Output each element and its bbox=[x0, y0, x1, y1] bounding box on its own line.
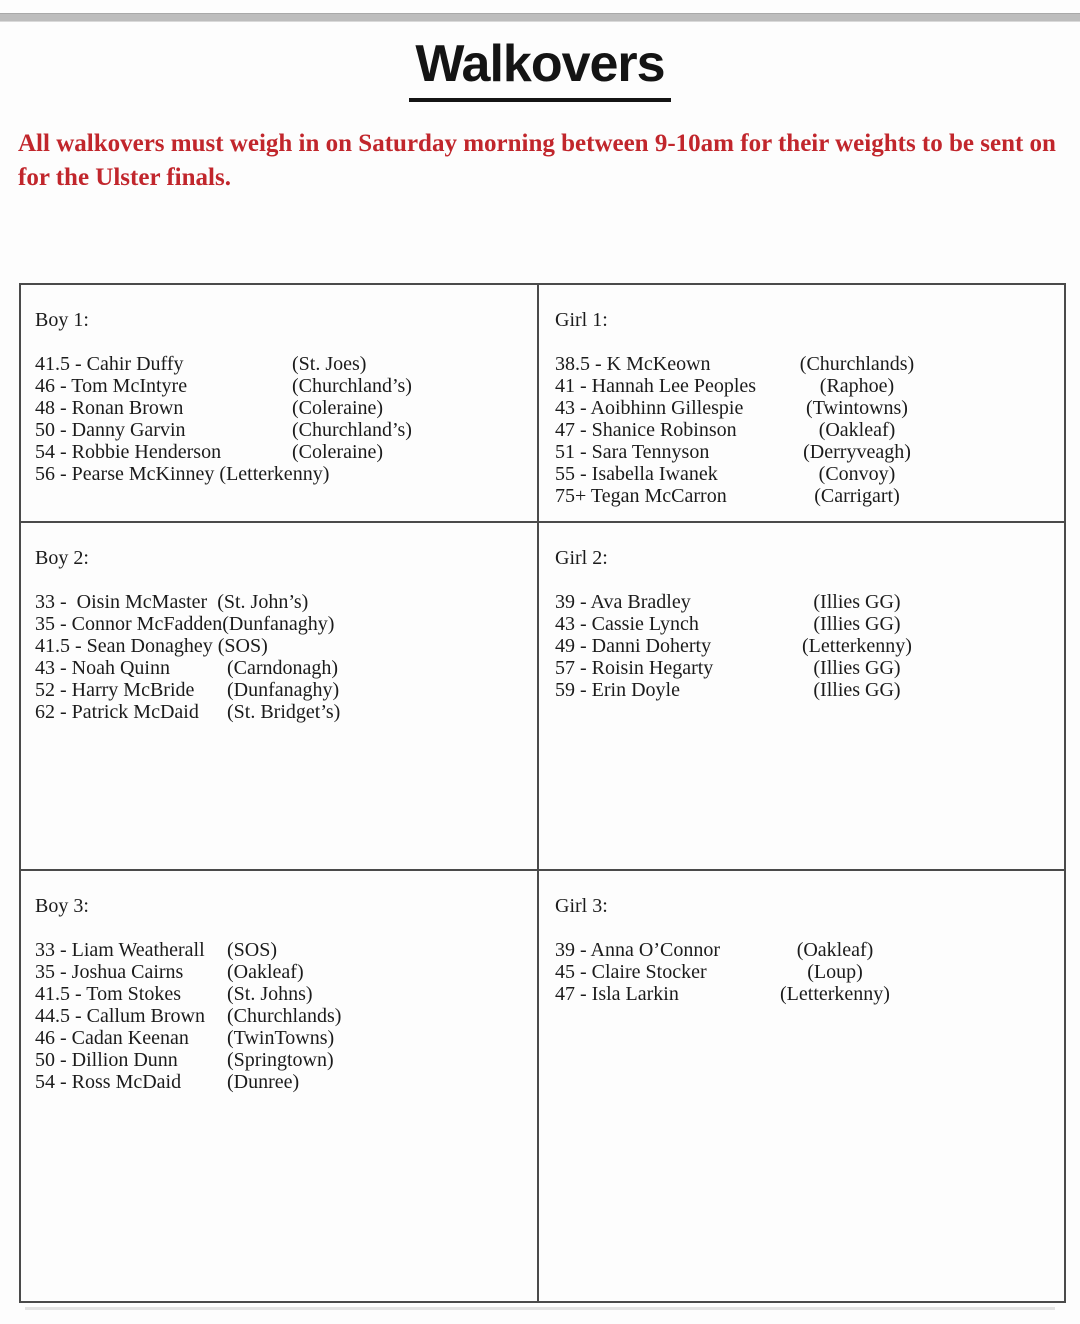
entry-row bbox=[35, 1027, 527, 1049]
entry-weight-name: 75+ Tegan McCarron bbox=[555, 485, 727, 507]
entry-row bbox=[35, 419, 527, 441]
entries-girl-2 bbox=[555, 591, 1054, 701]
entry-weight-name: 54 - Ross McDaid bbox=[35, 1071, 182, 1093]
entry-row bbox=[35, 613, 527, 635]
entry-row bbox=[35, 441, 527, 463]
entry-row bbox=[35, 375, 527, 397]
entry-weight-name: 35 - Joshua Cairns bbox=[35, 961, 184, 983]
entry-weight-name: 38.5 - K McKeown bbox=[555, 353, 711, 375]
entry-club: (Oakleaf) bbox=[818, 419, 896, 441]
page-title: Walkovers bbox=[409, 36, 670, 102]
cell-boy-3 bbox=[21, 869, 537, 1301]
entry-weight-name: 41.5 - Cahir Duffy bbox=[35, 353, 184, 375]
entry-weight-name: 52 - Harry McBride bbox=[35, 679, 195, 701]
entry-club: (Loup) bbox=[807, 961, 863, 983]
cell-boy-1 bbox=[21, 285, 537, 521]
entry-club: (Dunfanaghy) bbox=[222, 613, 335, 635]
entry-club: (Illies GG) bbox=[813, 613, 901, 635]
entry-row bbox=[555, 353, 1054, 375]
entry-weight-name: 43 - Noah Quinn bbox=[35, 657, 170, 679]
cell-label-girl-1: Girl 1: bbox=[555, 309, 608, 331]
entry-weight-name: 62 - Patrick McDaid bbox=[35, 701, 199, 723]
entry-club: (Letterkenny) bbox=[802, 635, 912, 657]
entry-weight-name: 41 - Hannah Lee Peoples bbox=[555, 375, 757, 397]
entry-row bbox=[555, 375, 1054, 397]
entry-club: (St. Bridget’s) bbox=[227, 701, 341, 723]
entry-weight-name: 59 - Erin Doyle bbox=[555, 679, 680, 701]
cell-label-girl-3: Girl 3: bbox=[555, 895, 608, 917]
entry-row bbox=[555, 397, 1054, 419]
entry-row bbox=[35, 1049, 527, 1071]
entry-club: (Twintowns) bbox=[806, 397, 908, 419]
entry-club: (Dunree) bbox=[227, 1071, 300, 1093]
entry-weight-name: 47 - Shanice Robinson bbox=[555, 419, 737, 441]
entry-row bbox=[555, 463, 1054, 485]
entry-row bbox=[555, 441, 1054, 463]
cell-label-boy-1: Boy 1: bbox=[35, 309, 89, 331]
title-wrap bbox=[0, 36, 1080, 102]
entry-row bbox=[555, 983, 1054, 1005]
entry-club: (Oakleaf) bbox=[796, 939, 874, 961]
entry-weight-name: 50 - Dillion Dunn bbox=[35, 1049, 178, 1071]
entry-row bbox=[555, 591, 1054, 613]
entry-row bbox=[555, 419, 1054, 441]
entry-club: (Coleraine) bbox=[292, 441, 384, 463]
cell-label-boy-2: Boy 2: bbox=[35, 547, 89, 569]
entry-weight-name: 56 - Pearse McKinney bbox=[35, 463, 215, 485]
entry-club: (St. Joes) bbox=[292, 353, 367, 375]
entry-row bbox=[555, 657, 1054, 679]
entry-row bbox=[555, 961, 1054, 983]
entry-weight-name: 49 - Danni Doherty bbox=[555, 635, 712, 657]
weigh-in-notice: All walkovers must weigh in on Saturday morning between 9-10am for their weights to be sent on for the Ulster finals. bbox=[18, 130, 1056, 191]
entry-weight-name: 39 - Anna O’Connor bbox=[555, 939, 720, 961]
entry-row bbox=[35, 701, 527, 723]
entry-row bbox=[35, 397, 527, 419]
entry-row bbox=[35, 463, 527, 485]
entry-club: (Illies GG) bbox=[813, 591, 901, 613]
entry-club: (Illies GG) bbox=[813, 657, 901, 679]
entry-weight-name: 35 - Connor McFadden bbox=[35, 613, 223, 635]
entry-row bbox=[35, 939, 527, 961]
cell-girl-2 bbox=[537, 521, 1064, 869]
entry-row bbox=[555, 613, 1054, 635]
entry-weight-name: 39 - Ava Bradley bbox=[555, 591, 691, 613]
entry-weight-name: 46 - Cadan Keenan bbox=[35, 1027, 189, 1049]
entry-club: (Letterkenny) bbox=[780, 983, 890, 1005]
entry-club: (Churchland’s) bbox=[292, 375, 412, 397]
walkover-table bbox=[19, 283, 1066, 1303]
entries-girl-1 bbox=[555, 353, 1054, 507]
entry-row bbox=[555, 485, 1054, 507]
cell-girl-1 bbox=[537, 285, 1064, 521]
table-bottom-shadow bbox=[25, 1307, 1055, 1310]
entry-club: (Dunfanaghy) bbox=[227, 679, 340, 701]
entry-club: (Churchlands) bbox=[799, 353, 915, 375]
entry-weight-name: 41.5 - Sean Donaghey bbox=[35, 635, 213, 657]
entry-club: (Oakleaf) bbox=[227, 961, 304, 983]
cell-girl-3 bbox=[537, 869, 1064, 1301]
cell-label-girl-2: Girl 2: bbox=[555, 547, 608, 569]
cell-boy-2 bbox=[21, 521, 537, 869]
entry-row bbox=[555, 679, 1054, 701]
entry-row bbox=[35, 1005, 527, 1027]
entry-club: (SOS) bbox=[227, 939, 278, 961]
entry-weight-name: 44.5 - Callum Brown bbox=[35, 1005, 205, 1027]
entry-weight-name: 54 - Robbie Henderson bbox=[35, 441, 222, 463]
entry-club: (Carndonagh) bbox=[227, 657, 339, 679]
entry-weight-name: 45 - Claire Stocker bbox=[555, 961, 707, 983]
entry-row bbox=[35, 961, 527, 983]
entry-club: (St. Johns) bbox=[227, 983, 313, 1005]
entries-girl-3 bbox=[555, 939, 1054, 1005]
entry-weight-name: 50 - Danny Garvin bbox=[35, 419, 186, 441]
entry-weight-name: 57 - Roisin Hegarty bbox=[555, 657, 714, 679]
entry-row bbox=[35, 591, 527, 613]
entry-weight-name: 47 - Isla Larkin bbox=[555, 983, 679, 1005]
entry-club: (Churchland’s) bbox=[292, 419, 412, 441]
entry-weight-name: 43 - Aoibhinn Gillespie bbox=[555, 397, 744, 419]
entry-weight-name: 46 - Tom McIntyre bbox=[35, 375, 188, 397]
entry-weight-name: 48 - Ronan Brown bbox=[35, 397, 184, 419]
entry-weight-name: 55 - Isabella Iwanek bbox=[555, 463, 718, 485]
entry-club: (Coleraine) bbox=[292, 397, 384, 419]
entry-row bbox=[35, 635, 527, 657]
entry-row bbox=[555, 939, 1054, 961]
entry-row bbox=[35, 679, 527, 701]
entry-row bbox=[35, 1071, 527, 1093]
entry-row bbox=[555, 635, 1054, 657]
entries-boy-2 bbox=[35, 591, 527, 723]
entry-row bbox=[35, 983, 527, 1005]
entry-club: (Churchlands) bbox=[227, 1005, 342, 1027]
entry-club: (Springtown) bbox=[227, 1049, 334, 1071]
entries-boy-3 bbox=[35, 939, 527, 1093]
entry-club: (Letterkenny) bbox=[214, 463, 330, 485]
entry-club: (Carrigart) bbox=[814, 485, 900, 507]
entry-club: (Illies GG) bbox=[813, 679, 901, 701]
entry-row bbox=[35, 657, 527, 679]
entries-boy-1 bbox=[35, 353, 527, 485]
entry-club: (TwinTowns) bbox=[227, 1027, 335, 1049]
entry-club: (Raphoe) bbox=[819, 375, 895, 397]
entry-weight-name: 33 - Oisin McMaster bbox=[35, 591, 208, 613]
entry-club: (Convoy) bbox=[818, 463, 896, 485]
page-edge-bar bbox=[0, 13, 1080, 22]
entry-weight-name: 41.5 - Tom Stokes bbox=[35, 983, 182, 1005]
entry-club: (St. John’s) bbox=[207, 591, 309, 613]
entry-club: (Derryveagh) bbox=[803, 441, 911, 463]
entry-weight-name: 33 - Liam Weatherall bbox=[35, 939, 205, 961]
entry-weight-name: 43 - Cassie Lynch bbox=[555, 613, 699, 635]
entry-weight-name: 51 - Sara Tennyson bbox=[555, 441, 710, 463]
entry-club: (SOS) bbox=[212, 635, 268, 657]
entry-row bbox=[35, 353, 527, 375]
cell-label-boy-3: Boy 3: bbox=[35, 895, 89, 917]
